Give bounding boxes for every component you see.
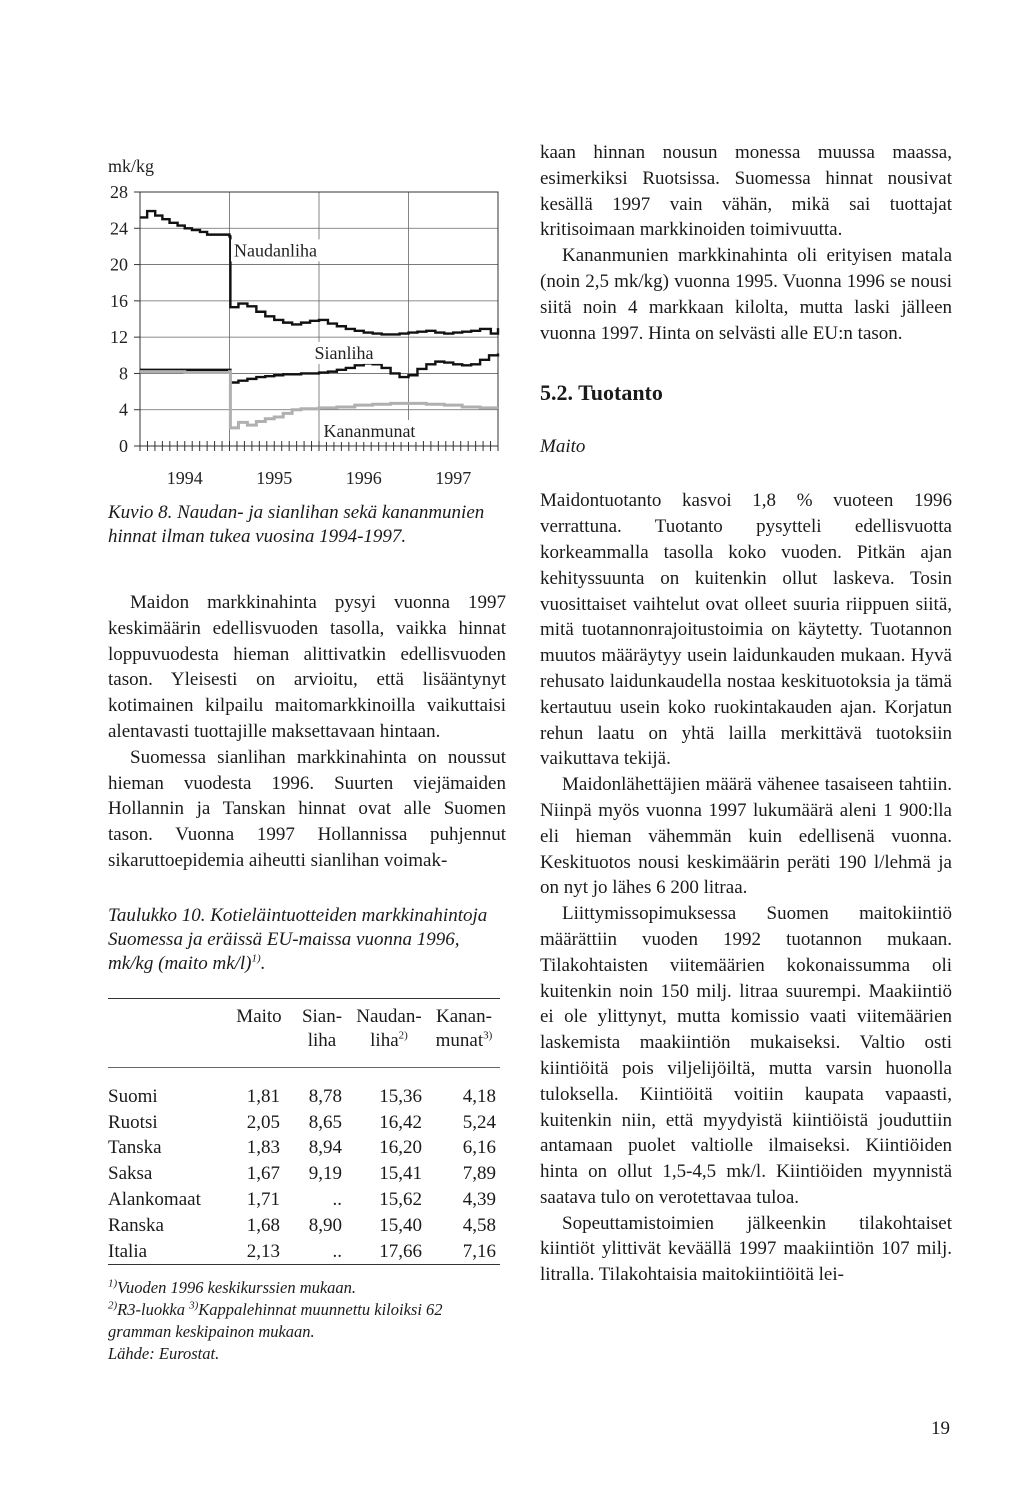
y-tick-label: 4	[119, 399, 128, 420]
table-row	[108, 1187, 500, 1213]
table-cell: 1,71	[246, 1188, 280, 1210]
x-tick-label: 1995	[256, 468, 293, 488]
table-cell-country: Saksa	[108, 1163, 153, 1185]
table-cell: 15,40	[379, 1214, 422, 1236]
left-body-text	[108, 590, 506, 874]
table-cell: 15,41	[379, 1163, 422, 1185]
x-tick-label: 1997	[435, 468, 472, 488]
table-cell: 4,18	[462, 1085, 496, 1107]
right-column	[540, 140, 952, 1288]
table-cell: 16,42	[379, 1111, 422, 1133]
y-tick-label: 16	[110, 290, 128, 311]
table-header-country	[108, 998, 224, 1067]
paragraph: kaan hinnan nousun monessa muussa maassa, esimerkiksi Ruotsissa. Suomessa hinnat nousivat kesällä 1997 vain vähän, mikä sai tuottajat kritisoimaan markkinoiden toimivuutta.	[540, 142, 952, 241]
y-tick-label: 8	[119, 363, 128, 384]
table-header-row	[108, 998, 500, 1067]
subheading: Maito	[540, 436, 586, 458]
y-tick-label: 20	[110, 254, 128, 275]
table-row	[108, 1067, 500, 1109]
table-cell: 15,62	[379, 1188, 422, 1210]
table-row	[108, 1239, 500, 1265]
table-cell: 4,58	[462, 1214, 496, 1236]
table-body	[108, 1067, 500, 1265]
series-label: Naudanliha	[233, 240, 317, 261]
table-header-beef: Naudan- liha$^{2)}$	[356, 1005, 422, 1051]
table-row	[108, 1161, 500, 1187]
table-cell-country: Ruotsi	[108, 1111, 158, 1133]
table-cell: 1,68	[246, 1214, 280, 1236]
figure-caption: Kuvio 8. Naudan- ja sianlihan sekä kananmunien hinnat ilman tukea vuosina 1994-1997.	[108, 502, 485, 547]
paragraph: Kananmunien markkinahinta oli erityisen matala (noin 2,5 mk/kg) vuonna 1995. Vuonna 1996 se nousi siitä noin 4 markkaan kilolta, mutta laski jälleen vuonna 1997. Hinta on selvästi alle EU:n tason.	[540, 245, 952, 344]
table-row	[108, 1110, 500, 1136]
price-chart	[108, 150, 506, 495]
price-table	[108, 998, 500, 1266]
table-cell: 5,24	[462, 1111, 496, 1133]
x-tick-label: 1994	[166, 468, 203, 488]
table-cell: 1,81	[246, 1085, 280, 1107]
footnote: $^{1)}$Vuoden 1996 keskikurssien mukaan.	[108, 1277, 357, 1298]
table-cell: 7,16	[462, 1240, 496, 1262]
paragraph: Liittymissopimuksessa Suomen maitokiintiö määrättiin vuoden 1992 tuotannon mukaan. Tilakohtaisten viitemäärien kokonaissumma oli kuitenkin noin 150 milj. litraa suurempi. Maakiintiö ei ole ylittynyt, mutta komissio vaati viitemäärien laskemista maakiintiön mukaiseksi. Valtio osti kiintiöitä pois viljelijöiltä, mutta varsin huonolla tuloksella. Kiintiöitä voitiin kaupata vapaasti, kuitenkin niin, että myydyistä kiintiöistä jouduttiin antamaan puolet valtiolle ilmaiseksi. Kiintiöiden hinta on ollut 1,5-4,5 mk/l. Kiintiöiden myynnistä saatava tulo on verotettavaa tuloa.	[540, 903, 952, 1208]
price-chart-svg	[108, 150, 506, 495]
table-cell: 8,78	[308, 1085, 342, 1107]
left-column	[108, 150, 506, 1365]
table-cell: 2,05	[246, 1111, 280, 1133]
table-cell: 1,83	[246, 1137, 280, 1159]
section-heading: 5.2. Tuotanto	[540, 380, 663, 406]
y-tick-label: 12	[110, 327, 128, 348]
table-row	[108, 1135, 500, 1161]
table-cell: ..	[332, 1240, 342, 1262]
y-tick-label: 28	[110, 182, 128, 202]
table-cell-country: Suomi	[108, 1085, 158, 1107]
table-cell: 15,36	[379, 1085, 422, 1107]
y-tick-label: 0	[119, 436, 128, 456]
series-label: Sianliha	[314, 342, 374, 363]
table-cell: 7,89	[462, 1163, 496, 1185]
paragraph: Maidonlähettäjien määrä vähenee tasaiseen tahtiin. Niinpä myös vuonna 1997 lukumäärä aleni 1 900:lla eli hieman vähemmän kuin edellisenä vuonna. Keskituotos nousi keskimäärin peräti 190 l/lehmä ja on nyt jo lähes 6 200 litraa.	[540, 774, 952, 899]
paragraph: Sopeuttamistoimien jälkeenkin tilakohtaiset kiintiöt ylittivät keväällä 1997 maakiintiön 107 milj. litralla. Tilakohtaisia maitokiintiöitä lei-	[540, 1212, 952, 1286]
table-cell: 8,65	[308, 1111, 342, 1133]
table-cell: 1,67	[246, 1163, 280, 1185]
table-cell: 16,20	[379, 1137, 422, 1159]
table-footnotes	[108, 1277, 506, 1365]
table-cell: 9,19	[308, 1163, 342, 1185]
table-header-pork: Sian- liha	[301, 1005, 343, 1051]
table-cell: 2,13	[246, 1240, 280, 1262]
paragraph: Maidon markkinahinta pysyi vuonna 1997 keskimäärin edellisvuoden tasolla, vaikka hinnat loppuvuodesta hieman alittivatkin edellisvuoden tason. Yleisesti on arvioitu, että lisääntynyt kotimainen kilpailu maitomarkkinoilla vaikuttaisi alentavasti tuottajille maksettavaan hintaan.	[108, 592, 506, 742]
page-number: 19	[931, 1418, 950, 1439]
table-cell-country: Alankomaat	[108, 1188, 201, 1210]
table-cell: 8,94	[308, 1137, 342, 1159]
footnote-source: Lähde: Eurostat.	[108, 1344, 220, 1364]
table-caption-end: .	[260, 952, 266, 974]
table-cell: ..	[332, 1188, 342, 1210]
y-tick-label: 24	[110, 218, 128, 239]
table-cell: 17,66	[379, 1240, 422, 1262]
footnote: $^{2)}$R3-luokka $^{3)}$Kappalehinnat muunnettu kiloiksi 62 gramman keskipainon mukaan.	[108, 1299, 443, 1342]
table-header-milk: Maito	[236, 1005, 282, 1027]
x-tick-label: 1996	[345, 468, 382, 488]
table-cell-country: Italia	[108, 1240, 148, 1262]
table-cell-country: Ranska	[108, 1214, 164, 1236]
table-cell: 4,39	[462, 1188, 496, 1210]
table-cell-country: Tanska	[108, 1137, 162, 1159]
right-body-text	[540, 488, 952, 1288]
table-caption-text: Taulukko 10. Kotieläintuotteiden markkinahintoja Suomessa ja eräissä EU-maissa vuonna 1996, mk/kg (maito mk/l)	[108, 904, 488, 974]
table-cell: 6,16	[462, 1137, 496, 1159]
series-label: Kananmunat	[323, 420, 416, 441]
table-header-eggs: Kanan- munat$^{3)}$	[435, 1005, 493, 1051]
y-axis-label: mk/kg	[108, 156, 155, 176]
table-caption-sup: 1)	[251, 952, 261, 965]
table-caption	[108, 904, 506, 976]
paragraph: Maidontuotanto kasvoi 1,8 % vuoteen 1996 verrattuna. Tuotanto pysytteli edellisvuotta korkeammalla tasolla koko vuoden. Pitkän ajan kehityssuunta on kuitenkin ollut laskeva. Tosin vuosittaiset vaihtelut ovat olleet suuria riippuen siitä, mitä tuotannonrajoitustoimia on käytetty. Tuotannon muutos määräytyy usein laidunkauden mukaan. Hyvä rehusato laidunkaudella nostaa keskituotoksia ja tämä kertautuu usein koko ruokintakauden ajan. Korjatun rehun laatu on yhtä lailla merkittävä tuotoksiin vaikuttava tekijä.	[540, 490, 952, 770]
table-row	[108, 1213, 500, 1239]
paragraph: Suomessa sianlihan markkinahinta on noussut hieman vuodesta 1996. Suurten viejämaiden Hollannin ja Tanskan hinnat ovat alle Suomen tason. Vuonna 1997 Hollannissa puhjennut sikaruttoepidemia aiheutti sianlihan voimak-	[108, 746, 506, 871]
table-cell: 8,90	[308, 1214, 342, 1236]
